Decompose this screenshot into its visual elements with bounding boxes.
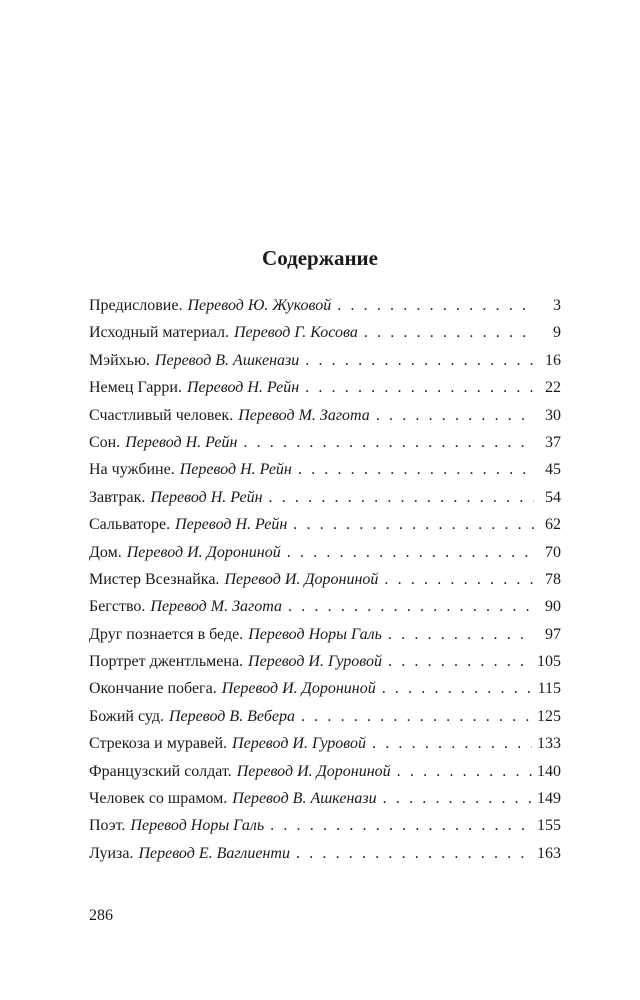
dot-leader (364, 322, 534, 344)
entry-translator: Перевод Н. Рейн (179, 461, 292, 479)
entry-title: Портрет джентльмена. (89, 653, 244, 671)
toc-entry (89, 761, 561, 788)
entry-title: Счастливый человек. (89, 406, 234, 424)
dot-leader (376, 405, 534, 427)
entry-page-number: 133 (537, 735, 561, 753)
entry-translator: Перевод И. Гуровой (248, 653, 383, 671)
page-number: 286 (89, 907, 113, 924)
entry-title: Поэт. (89, 817, 126, 835)
dot-leader (298, 459, 534, 481)
entry-page-number: 78 (545, 570, 561, 588)
entry-translator: Перевод И. Дорониной (236, 762, 391, 780)
entry-title: Божий суд. (89, 707, 164, 725)
entry-title: Французский солдат. (89, 762, 232, 780)
entry-page-number: 37 (545, 433, 561, 451)
dot-leader (287, 542, 534, 564)
dot-leader (383, 788, 532, 810)
entry-page-number: 149 (537, 790, 561, 808)
entry-translator: Перевод Ю. Жуковой (187, 297, 332, 314)
toc-entry (89, 843, 561, 870)
entry-page-number: 97 (545, 625, 561, 643)
entry-title: Предисловие. (89, 297, 183, 314)
dot-leader (243, 432, 534, 454)
dot-leader (388, 651, 532, 673)
entry-title: На чужбине. (89, 461, 175, 479)
toc-entry (89, 432, 561, 459)
dot-leader (397, 761, 532, 783)
entry-translator: Перевод Н. Рейн (125, 433, 238, 451)
entry-translator: Перевод В. Ашкенази (232, 790, 377, 808)
entry-title: Исходный материал. (89, 324, 229, 342)
toc-entry (89, 596, 561, 623)
entry-page-number: 9 (553, 324, 561, 342)
entry-page-number: 45 (545, 461, 561, 479)
dot-leader (270, 815, 532, 837)
toc-entry (89, 459, 561, 486)
entry-translator: Перевод И. Дорониной (126, 543, 281, 561)
toc-entry (89, 624, 561, 651)
toc-entry (89, 788, 561, 815)
entry-translator: Перевод Норы Галь (130, 817, 265, 835)
entry-title: Мэйхью. (89, 351, 150, 369)
entry-page-number: 105 (537, 653, 561, 671)
toc-entry (89, 295, 561, 322)
page-title: Содержание (262, 246, 378, 270)
entry-translator: Перевод Г. Косова (233, 324, 358, 342)
toc-entry (89, 350, 561, 377)
entry-translator: Перевод Е. Ваглиенти (138, 844, 290, 862)
toc-entry (89, 651, 561, 678)
entry-title: Завтрак. (89, 488, 146, 506)
entry-title: Сальваторе. (89, 516, 171, 534)
entry-translator: Перевод М. Загота (238, 406, 370, 424)
entry-page-number: 125 (537, 707, 561, 725)
entry-page-number: 54 (545, 488, 561, 506)
toc-entry (89, 815, 561, 842)
entry-page-number: 16 (545, 351, 561, 369)
entry-page-number: 163 (537, 844, 561, 862)
dot-leader (301, 706, 532, 728)
entry-page-number: 62 (545, 516, 561, 534)
entry-translator: Перевод Н. Рейн (186, 379, 300, 397)
entry-title: Немец Гарри. (89, 379, 182, 397)
entry-page-number: 90 (545, 598, 561, 616)
toc-entry (89, 487, 561, 514)
dot-leader (388, 624, 534, 646)
entry-title: Мистер Всезнайка. (89, 570, 220, 588)
dot-leader (384, 569, 534, 591)
toc-entry (89, 542, 561, 569)
dot-leader (305, 377, 534, 399)
entry-title: Луиза. (89, 844, 134, 862)
toc-entry (89, 322, 561, 349)
dot-leader (382, 678, 533, 700)
entry-page-number: 115 (537, 680, 561, 698)
entry-translator: Перевод В. Вебера (169, 707, 295, 725)
entry-translator: Перевод В. Ашкенази (154, 351, 300, 369)
dot-leader (296, 843, 532, 865)
entry-title: Бегство. (89, 598, 146, 616)
entry-translator: Перевод М. Загота (150, 598, 283, 616)
toc-entry (89, 405, 561, 432)
toc-entry (89, 706, 561, 733)
entry-translator: Перевод И. Дорониной (224, 570, 379, 588)
entry-title: Окончание побега. (89, 680, 217, 698)
entry-title: Дом. (89, 543, 122, 561)
entry-translator: Перевод Н. Рейн (150, 488, 263, 506)
dot-leader (288, 596, 534, 618)
entry-translator: Перевод Н. Рейн (175, 516, 288, 534)
entry-page-number: 70 (545, 543, 561, 561)
entry-translator: Перевод И. Гуровой (232, 735, 367, 753)
dot-leader (305, 350, 534, 372)
toc-entry (89, 678, 561, 705)
entry-title: Человек со шрамом. (89, 790, 228, 808)
entry-title: Сон. (89, 433, 121, 451)
toc-entry (89, 733, 561, 760)
toc-entry (89, 569, 561, 596)
entry-page-number: 30 (545, 406, 561, 424)
dot-leader (293, 514, 534, 536)
entry-page-number: 140 (537, 762, 561, 780)
toc-entry (89, 514, 561, 541)
entry-translator: Перевод Норы Галь (248, 625, 382, 643)
entry-translator: Перевод И. Дорониной (221, 680, 376, 698)
dot-leader (372, 733, 532, 755)
entry-page-number: 3 (553, 297, 561, 314)
table-of-contents (89, 295, 561, 870)
dot-leader (269, 487, 534, 509)
entry-page-number: 155 (537, 817, 561, 835)
entry-title: Друг познается в беде. (89, 625, 244, 643)
toc-entry (89, 377, 561, 404)
dot-leader (337, 295, 534, 317)
entry-title: Стрекоза и муравей. (89, 735, 228, 753)
entry-page-number: 22 (545, 379, 561, 397)
